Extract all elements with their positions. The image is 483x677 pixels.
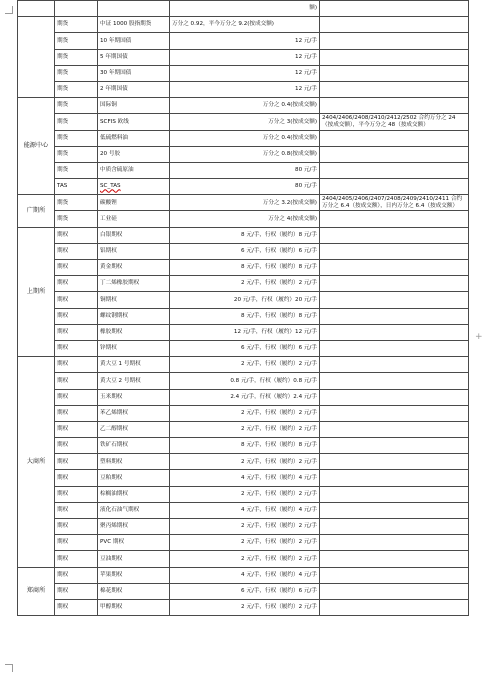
product-cell: 塑料期权 <box>98 454 170 470</box>
table-row <box>18 33 469 49</box>
product-cell: 铜期权 <box>98 292 170 308</box>
table-row <box>18 98 469 114</box>
fee-cell: 2 元/手，行权（履约）2 元/手 <box>170 276 320 292</box>
note-cell <box>320 438 469 454</box>
page-corner-mark-top <box>5 6 13 14</box>
product-cell: 碳酸锂 <box>98 195 170 211</box>
fee-cell: 4 元/手，行权（履约）4 元/手 <box>170 567 320 583</box>
type-cell: 期货 <box>55 81 98 97</box>
fee-cell: 6 元/手，行权（履约）6 元/手 <box>170 340 320 356</box>
note-cell <box>320 470 469 486</box>
product-cell: 5 年期国债 <box>98 49 170 65</box>
note-cell <box>320 567 469 583</box>
fee-cell: 万分之 0.8(按成交额) <box>170 146 320 162</box>
product-cell: 丁二烯橡胶期权 <box>98 276 170 292</box>
type-cell: 期权 <box>55 292 98 308</box>
table-row <box>18 130 469 146</box>
type-cell: 期权 <box>55 535 98 551</box>
fee-cell: 2 元/手，行权（履约）2 元/手 <box>170 405 320 421</box>
note-cell <box>320 179 469 195</box>
type-cell: 期权 <box>55 308 98 324</box>
note-cell <box>320 324 469 340</box>
table-row <box>18 324 469 340</box>
product-cell: 玉米期权 <box>98 389 170 405</box>
fee-cell: 4 元/手，行权（履约）4 元/手 <box>170 502 320 518</box>
type-cell: 期货 <box>55 130 98 146</box>
product-cell: SCFIS 欧线 <box>98 114 170 130</box>
note-cell <box>320 130 469 146</box>
table-row <box>18 17 469 33</box>
type-cell: 期货 <box>55 162 98 178</box>
table-row <box>18 405 469 421</box>
fee-cell: 80 元/手 <box>170 162 320 178</box>
product-cell: 10 年期国债 <box>98 33 170 49</box>
type-cell: 期权 <box>55 502 98 518</box>
exchange-cell <box>18 1 55 17</box>
product-cell: 棉花期权 <box>98 583 170 599</box>
product-text: SC_TAS <box>100 183 121 190</box>
fee-cell: 2 元/手，行权（履约）2 元/手 <box>170 357 320 373</box>
table-row <box>18 49 469 65</box>
type-cell: 期权 <box>55 276 98 292</box>
note-cell <box>320 357 469 373</box>
fee-cell: 2 元/手，行权（履约）2 元/手 <box>170 551 320 567</box>
exchange-cell: 广期所 <box>18 195 55 227</box>
fee-cell: 2 元/手，行权（履约）2 元/手 <box>170 486 320 502</box>
product-cell: 聚丙烯期权 <box>98 519 170 535</box>
type-cell: 期货 <box>55 33 98 49</box>
table-row <box>18 421 469 437</box>
note-cell <box>320 17 469 33</box>
product-cell: PVC 期权 <box>98 535 170 551</box>
table-row <box>18 179 469 195</box>
note-cell <box>320 162 469 178</box>
note-cell <box>320 454 469 470</box>
note-cell <box>320 98 469 114</box>
table-row-continued <box>18 1 469 17</box>
type-cell: 期货 <box>55 211 98 227</box>
fee-cell: 6 元/手，行权（履约）6 元/手 <box>170 583 320 599</box>
fee-cell: 12 元/手 <box>170 81 320 97</box>
fee-cell: 2.4 元/手，行权（履约）2.4 元/手 <box>170 389 320 405</box>
table-row <box>18 470 469 486</box>
page-corner-mark-bottom <box>5 664 13 672</box>
note-cell <box>320 421 469 437</box>
table-row <box>18 454 469 470</box>
note-cell <box>320 405 469 421</box>
type-cell: 期货 <box>55 114 98 130</box>
type-cell: 期权 <box>55 405 98 421</box>
fee-cell: 万分之 3(按成交额) <box>170 114 320 130</box>
exchange-cell: 能源中心 <box>18 98 55 195</box>
note-cell <box>320 340 469 356</box>
fee-cell: 12 元/手 <box>170 33 320 49</box>
exchange-cell: 上期所 <box>18 227 55 357</box>
fee-cell: 12 元/手 <box>170 49 320 65</box>
table-row <box>18 519 469 535</box>
product-cell: 黄金期权 <box>98 260 170 276</box>
note-cell <box>320 81 469 97</box>
product-cell: 中证 1000 股指期货 <box>98 17 170 33</box>
type-cell: 期货 <box>55 146 98 162</box>
table-row <box>18 486 469 502</box>
table-row <box>18 260 469 276</box>
type-cell: 期货 <box>55 98 98 114</box>
type-cell: 期权 <box>55 519 98 535</box>
product-cell: 黄大豆 1 号期权 <box>98 357 170 373</box>
product-cell: 30 年期国债 <box>98 65 170 81</box>
product-cell: 白银期权 <box>98 227 170 243</box>
exchange-cell <box>18 17 55 98</box>
product-cell: 铝期权 <box>98 243 170 259</box>
note-cell <box>320 33 469 49</box>
exchange-cell: 郑商所 <box>18 567 55 616</box>
type-cell: 期权 <box>55 551 98 567</box>
product-cell: 棕榈油期权 <box>98 486 170 502</box>
type-cell: 期权 <box>55 227 98 243</box>
type-cell: 期权 <box>55 243 98 259</box>
table-row <box>18 114 469 130</box>
fee-cell: 万分之 0.92，平今万分之 9.2(按成交额) <box>170 17 320 33</box>
product-cell: 甲醇期权 <box>98 599 170 615</box>
note-cell <box>320 243 469 259</box>
type-cell <box>55 1 98 17</box>
table-row <box>18 389 469 405</box>
type-cell: 期权 <box>55 567 98 583</box>
product-cell: 中质含硫原油 <box>98 162 170 178</box>
fee-cell: 2 元/手，行权（履约）2 元/手 <box>170 454 320 470</box>
note-cell <box>320 292 469 308</box>
note-cell <box>320 373 469 389</box>
fee-cell: 8 元/手，行权（履约）8 元/手 <box>170 260 320 276</box>
product-cell: 乙二醇期权 <box>98 421 170 437</box>
table-row <box>18 243 469 259</box>
product-cell: 低硫燃料油 <box>98 130 170 146</box>
fee-cell: 万分之 4(按成交额) <box>170 211 320 227</box>
note-cell <box>320 308 469 324</box>
product-cell: 黄大豆 2 号期权 <box>98 373 170 389</box>
product-cell: 20 号胶 <box>98 146 170 162</box>
fee-cell: 8 元/手，行权（履约）8 元/手 <box>170 308 320 324</box>
product-cell: 苹果期权 <box>98 567 170 583</box>
fee-cell: 2 元/手，行权（履约）2 元/手 <box>170 535 320 551</box>
product-cell: 豆油期权 <box>98 551 170 567</box>
fee-cell: 0.8 元/手，行权（履约）0.8 元/手 <box>170 373 320 389</box>
fee-cell: 8 元/手，行权（履约）8 元/手 <box>170 438 320 454</box>
note-cell <box>320 389 469 405</box>
type-cell: 期权 <box>55 389 98 405</box>
fee-cell: 2 元/手，行权（履约）2 元/手 <box>170 599 320 615</box>
type-cell: 期货 <box>55 65 98 81</box>
table-row <box>18 65 469 81</box>
table-row <box>18 535 469 551</box>
fee-cell: 12 元/手，行权（履约）12 元/手 <box>170 324 320 340</box>
table-row <box>18 81 469 97</box>
fee-cell: 额) <box>170 1 320 17</box>
product-cell: 铁矿石期权 <box>98 438 170 454</box>
product-cell: 苯乙烯期权 <box>98 405 170 421</box>
table-row <box>18 583 469 599</box>
note-cell <box>320 49 469 65</box>
note-cell: 2404/2405/2406/2407/2408/2409/2410/2411 合约万分之 6.4（按成交额），日内万分之 6.4（按成交额） <box>320 195 469 211</box>
table-row <box>18 211 469 227</box>
type-cell: TAS <box>55 179 98 195</box>
note-cell <box>320 211 469 227</box>
table-row <box>18 162 469 178</box>
product-cell: 螺纹钢期权 <box>98 308 170 324</box>
table-row <box>18 276 469 292</box>
product-cell <box>98 179 170 195</box>
type-cell: 期权 <box>55 373 98 389</box>
fee-cell: 2 元/手，行权（履约）2 元/手 <box>170 421 320 437</box>
product-cell: 橡胶期权 <box>98 324 170 340</box>
note-cell <box>320 502 469 518</box>
product-cell: 工业硅 <box>98 211 170 227</box>
add-row-handle-icon[interactable]: + <box>475 332 483 342</box>
type-cell: 期权 <box>55 454 98 470</box>
fee-cell: 万分之 3.2(按成交额) <box>170 195 320 211</box>
fee-cell: 万分之 0.4(按成交额) <box>170 98 320 114</box>
fee-cell: 12 元/手 <box>170 65 320 81</box>
exchange-cell: 大商所 <box>18 357 55 567</box>
table-row <box>18 502 469 518</box>
table-row <box>18 438 469 454</box>
type-cell: 期权 <box>55 438 98 454</box>
table-row <box>18 195 469 211</box>
note-cell <box>320 583 469 599</box>
type-cell: 期权 <box>55 583 98 599</box>
table-row <box>18 308 469 324</box>
fee-cell: 4 元/手，行权（履约）4 元/手 <box>170 470 320 486</box>
type-cell: 期权 <box>55 486 98 502</box>
fee-cell: 6 元/手，行权（履约）6 元/手 <box>170 243 320 259</box>
type-cell: 期权 <box>55 324 98 340</box>
product-cell: 2 年期国债 <box>98 81 170 97</box>
note-cell <box>320 599 469 615</box>
product-cell: 国际铜 <box>98 98 170 114</box>
table-row <box>18 551 469 567</box>
table-row <box>18 357 469 373</box>
type-cell: 期权 <box>55 599 98 615</box>
table-row <box>18 146 469 162</box>
fee-cell: 20 元/手，行权（履约）20 元/手 <box>170 292 320 308</box>
table-row <box>18 373 469 389</box>
product-cell: 液化石油气期权 <box>98 502 170 518</box>
note-cell <box>320 1 469 17</box>
product-cell: 豆粕期权 <box>98 470 170 486</box>
type-cell: 期权 <box>55 470 98 486</box>
table-row <box>18 292 469 308</box>
note-cell <box>320 146 469 162</box>
note-cell <box>320 551 469 567</box>
type-cell: 期货 <box>55 49 98 65</box>
product-cell: 锌期权 <box>98 340 170 356</box>
note-cell: 2404/2406/2408/2410/2412/2502 合约万分之 24（按成交额），平今万分之 48（按成交额） <box>320 114 469 130</box>
note-cell <box>320 260 469 276</box>
fee-cell: 2 元/手，行权（履约）2 元/手 <box>170 519 320 535</box>
type-cell: 期权 <box>55 421 98 437</box>
type-cell: 期权 <box>55 260 98 276</box>
fee-table <box>17 0 469 616</box>
fee-cell: 80 元/手 <box>170 179 320 195</box>
fee-cell: 万分之 0.4(按成交额) <box>170 130 320 146</box>
note-cell <box>320 65 469 81</box>
note-cell <box>320 276 469 292</box>
type-cell: 期货 <box>55 17 98 33</box>
note-cell <box>320 227 469 243</box>
note-cell <box>320 519 469 535</box>
table-row <box>18 567 469 583</box>
table-row <box>18 227 469 243</box>
table-row <box>18 340 469 356</box>
table-row <box>18 599 469 615</box>
fee-cell: 8 元/手，行权（履约）8 元/手 <box>170 227 320 243</box>
type-cell: 期权 <box>55 340 98 356</box>
note-cell <box>320 535 469 551</box>
product-cell <box>98 1 170 17</box>
type-cell: 期货 <box>55 195 98 211</box>
note-cell <box>320 486 469 502</box>
type-cell: 期权 <box>55 357 98 373</box>
